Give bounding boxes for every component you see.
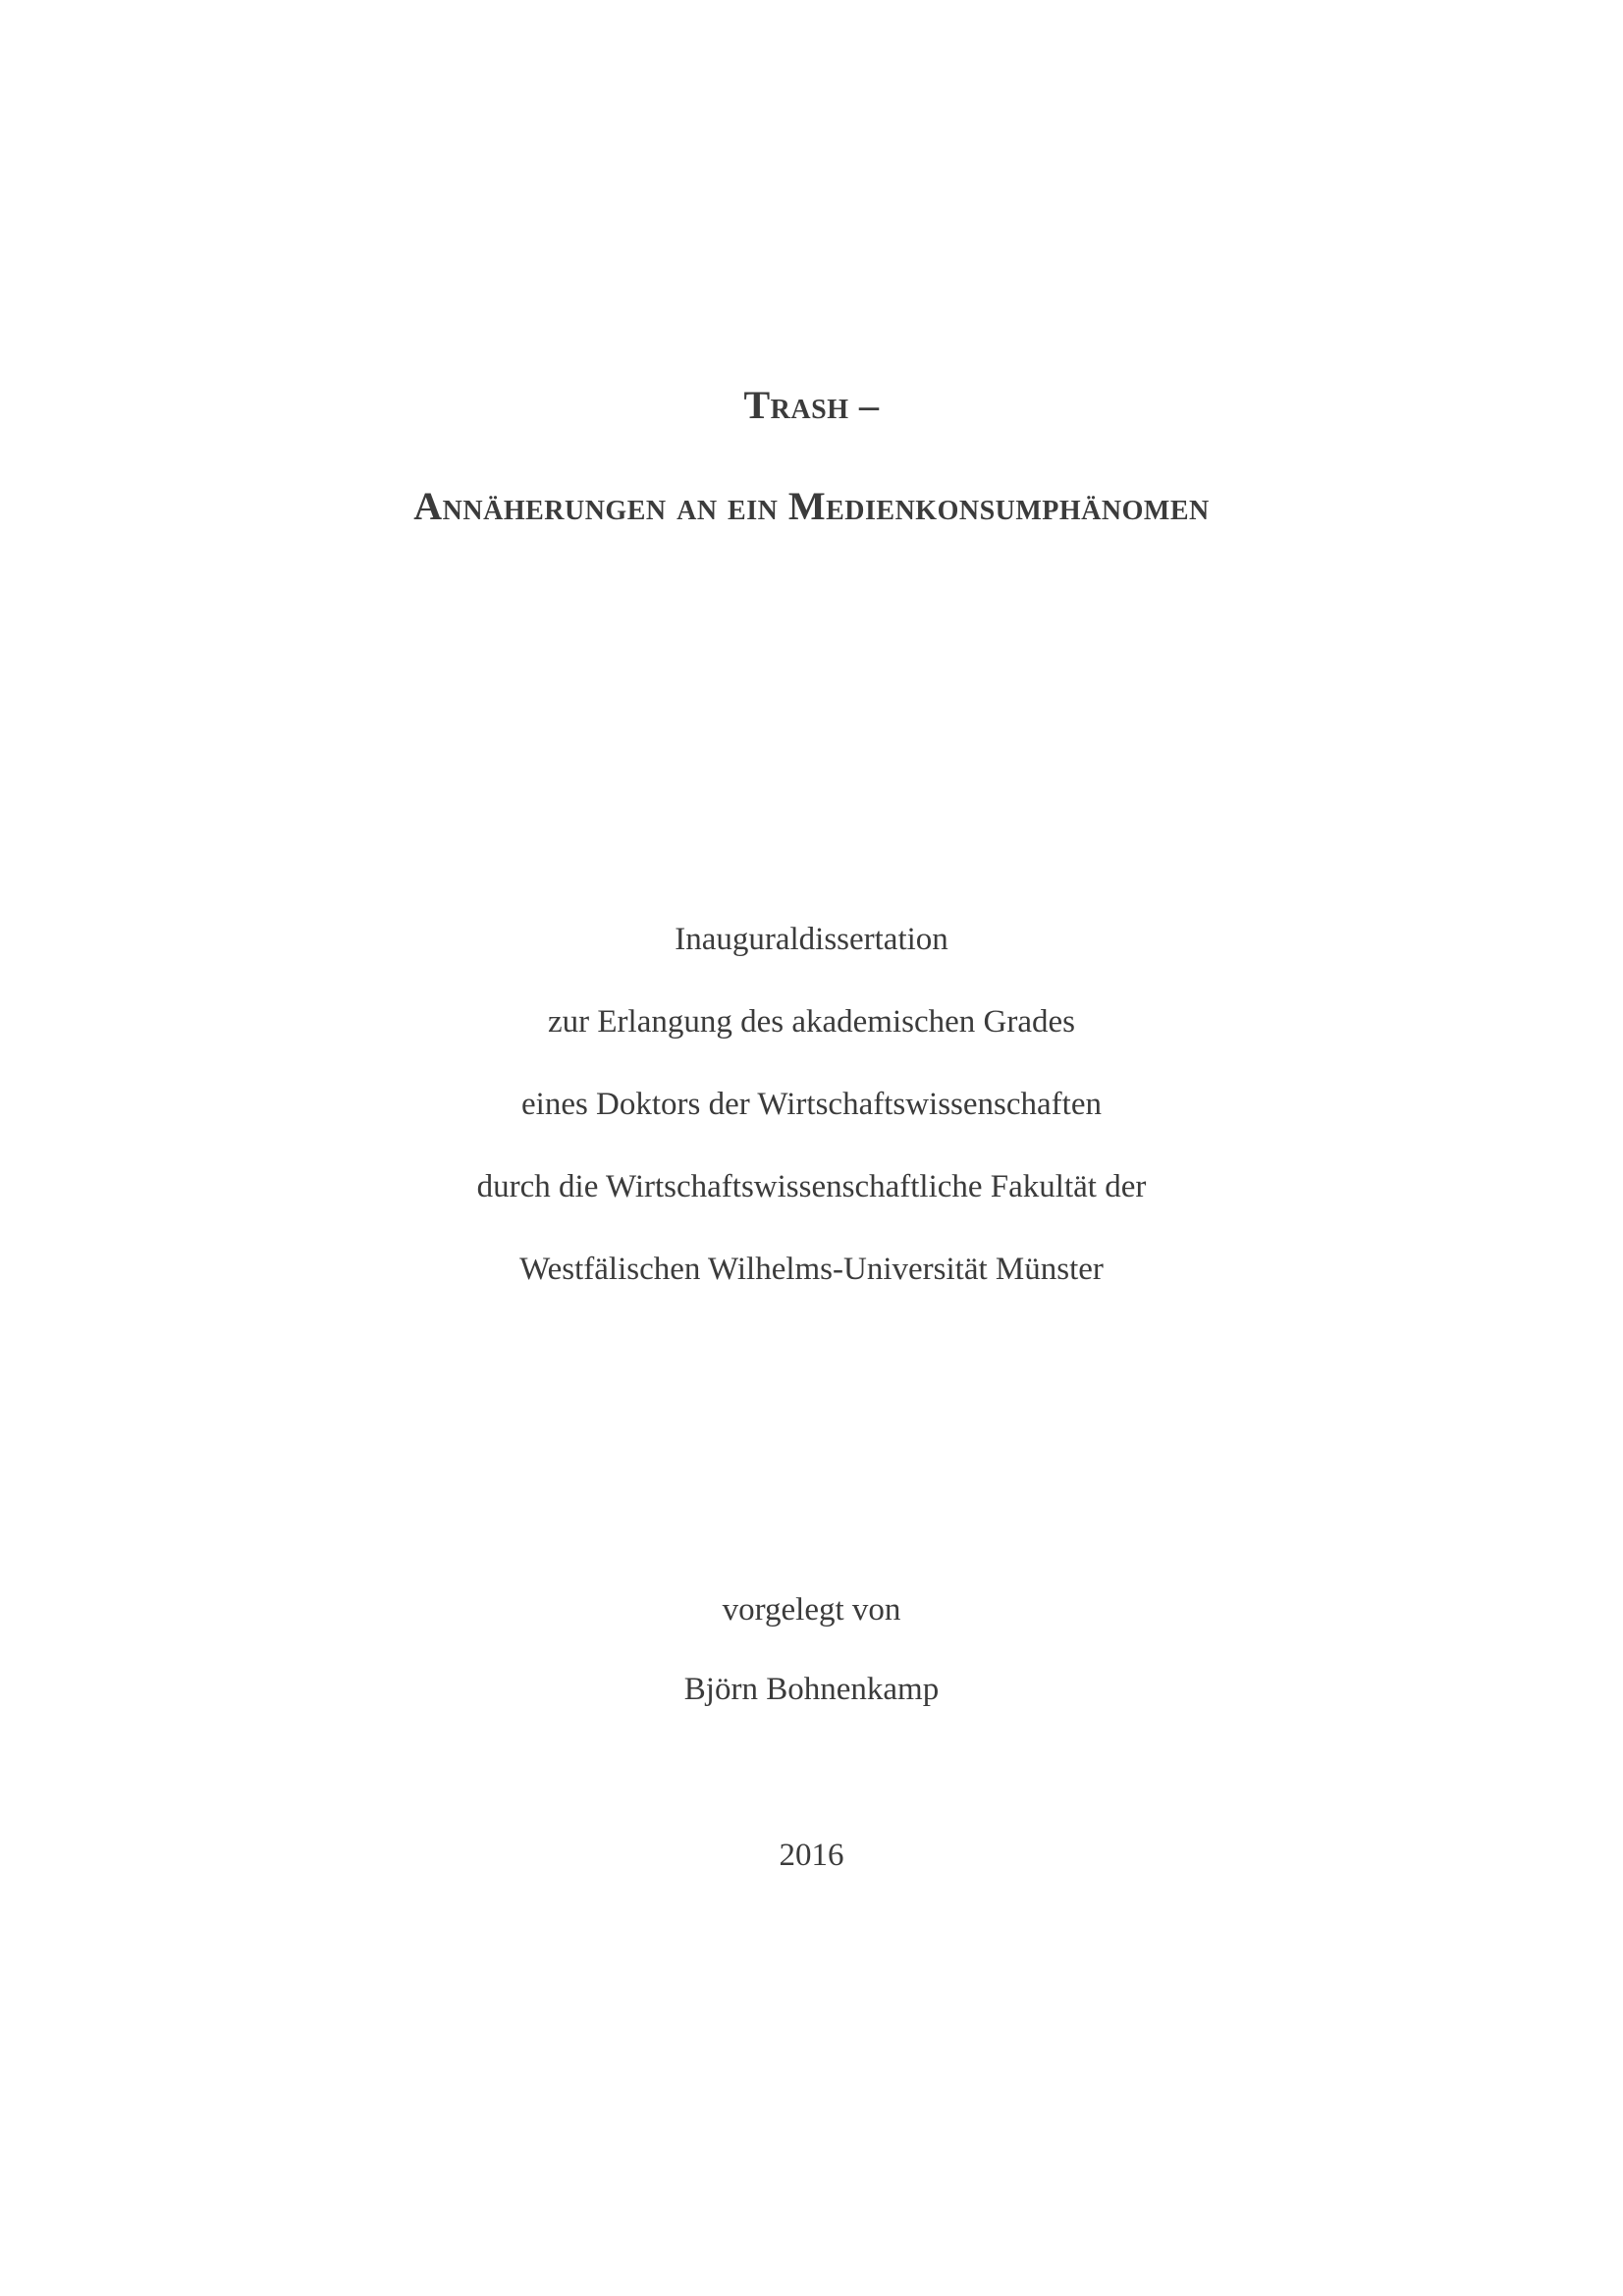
- faculty-line: durch die Wirtschaftswissenschaftliche Fakultät der: [476, 1169, 1147, 1204]
- presented-by-label: vorgelegt von: [722, 1592, 901, 1628]
- document-title-line-1: Trash –: [743, 383, 880, 427]
- degree-name-line: eines Doktors der Wirtschaftswissenschaften: [521, 1087, 1102, 1122]
- author-name: Björn Bohnenkamp: [683, 1672, 940, 1707]
- degree-purpose-line: zur Erlangung des akademischen Grades: [548, 1004, 1075, 1040]
- dissertation-type: Inauguraldissertation: [675, 922, 948, 957]
- publication-year: 2016: [779, 1838, 844, 1873]
- university-line: Westfälischen Wilhelms-Universität Münster: [519, 1252, 1104, 1287]
- document-title-line-2: Annäherungen an ein Medienkonsumphänomen: [413, 484, 1210, 528]
